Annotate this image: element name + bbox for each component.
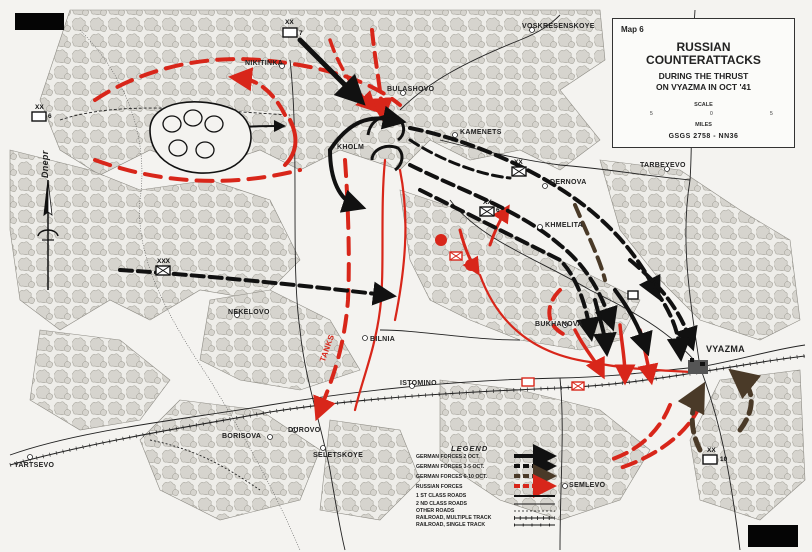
place-borisova: BORISOVA <box>222 433 262 440</box>
legend-german-6-10-oct: GERMAN FORCES 6-10 OCT. <box>416 474 488 480</box>
place-bilnia: BILNIA <box>370 336 396 343</box>
place-seletskoye: SELETSKOYE <box>313 452 364 459</box>
encircled-pocket <box>150 102 251 173</box>
legend-title: LEGEND <box>451 444 489 453</box>
legend-railroad-multiple: RAILROAD, MULTIPLE TRACK <box>416 515 492 521</box>
legend-german-3-5-oct: GERMAN FORCES 3-5 OCT. <box>416 464 485 470</box>
subtitle-line-2: ON VYAZMA IN OCT '41 <box>656 82 751 92</box>
place-nekelovo: NEKELOVO <box>228 309 270 316</box>
legend-1st-class-roads: 1 ST CLASS ROADS <box>416 493 467 499</box>
unit-label-left: XX <box>35 104 44 111</box>
legend-russian-forces: RUSSIAN FORCES <box>416 484 463 490</box>
place-durovo: DUROVO <box>288 427 321 434</box>
sheet-reference: GSGS 2758 - NN36 <box>668 133 739 140</box>
title-line-2: COUNTERATTACKS <box>646 53 761 67</box>
unit-number-bottom: 10 <box>720 456 728 463</box>
place-vyazma: VYAZMA <box>706 344 745 354</box>
unit-label-mid-small: XX <box>514 159 523 166</box>
redaction-box-bottom-right <box>748 525 798 547</box>
redaction-box-top-left <box>15 13 64 30</box>
legend-2nd-class-roads: 2 ND CLASS ROADS <box>416 501 468 507</box>
legend-railroad-single: RAILROAD, SINGLE TRACK <box>416 522 486 528</box>
legend <box>416 444 564 528</box>
subtitle-line-1: DURING THE THRUST <box>658 71 749 81</box>
map-number: Map 6 <box>621 25 644 34</box>
title-block <box>612 18 795 148</box>
scale-tick-zero: 0 <box>710 111 713 117</box>
unit-label-top: XX <box>285 19 294 26</box>
place-khmelita: KHMELITA <box>545 222 584 229</box>
river-label: Dnepr <box>40 150 50 178</box>
scale-tick-left: 5 <box>650 111 653 117</box>
vyazma-city <box>688 358 708 374</box>
place-kamenets: KAMENETS <box>460 129 502 136</box>
place-voskresenskoye: VOSKRESENSKOYE <box>522 23 595 30</box>
map-title <box>613 41 794 67</box>
tanks-label: TANKS <box>318 333 337 364</box>
unit-number-left: 6 <box>48 113 52 120</box>
scale-tick-right: 5 <box>770 111 773 117</box>
place-istomino: ISTOMINO <box>400 380 437 387</box>
unit-label-center: XX <box>483 199 492 206</box>
unit-label-middle: XXX <box>157 258 171 265</box>
legend-other-roads: OTHER ROADS <box>416 508 455 514</box>
scale-unit: MILES <box>695 122 712 128</box>
place-yartsevo: YARTSEVO <box>14 462 55 469</box>
unit-number-top: 7 <box>299 30 303 37</box>
place-dernova: DERNOVA <box>550 179 587 186</box>
place-semlevo: SEMLEVO <box>569 482 606 489</box>
place-bulashovo: BULASHOVO <box>387 86 435 93</box>
unit-number-center: 6 <box>496 207 500 214</box>
map-subtitle <box>613 71 794 93</box>
title-line-1: RUSSIAN <box>676 40 731 54</box>
unit-label-bottom: XX <box>707 447 716 454</box>
place-nikitinka: NIKITINKA <box>245 60 284 67</box>
place-bukhanova: BUKHANOVA <box>535 321 583 328</box>
legend-german-2-oct: GERMAN FORCES 2 OCT. <box>416 454 480 460</box>
place-kholm: KHOLM <box>337 144 365 151</box>
place-tarbeyevo: TARBEYEVO <box>640 162 686 169</box>
scale-label: SCALE <box>694 102 713 108</box>
